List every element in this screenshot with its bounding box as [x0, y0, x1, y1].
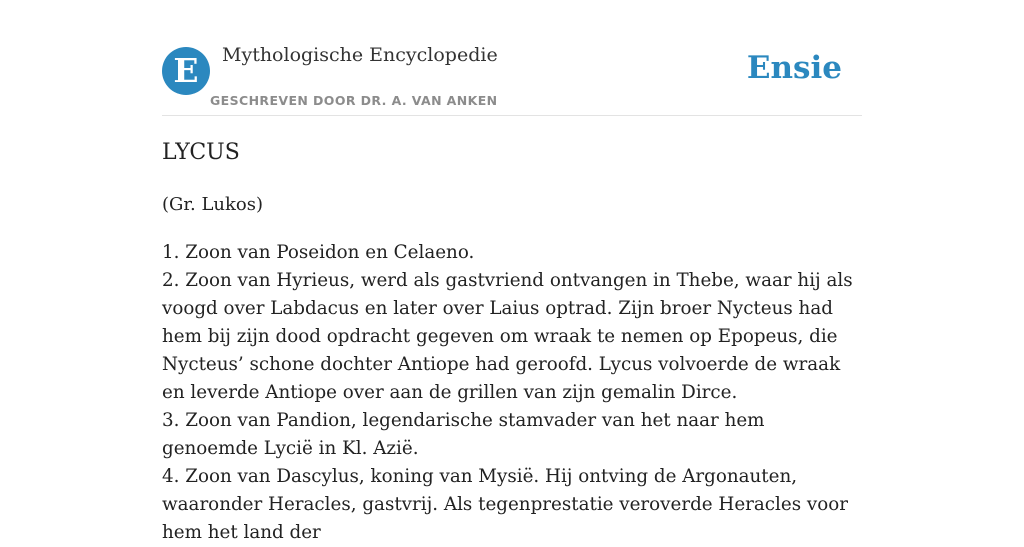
content-container: [162, 0, 862, 543]
ensie-brand-logo[interactable]: Ensie: [746, 50, 842, 86]
entry-paragraph: 4. Zoon van Dascylus, koning van Mysië. Hij ontving de Argonauten, waaronder Heracles, gastvrij. Als tegenprestatie veroverde Heracles voor hem het land der: [162, 466, 848, 543]
entry-body: [162, 239, 862, 547]
book-title-link[interactable]: Mythologische Encyclopedie: [222, 44, 498, 66]
encyclopedia-logo-icon[interactable]: E: [162, 47, 210, 95]
entry-subtitle: (Gr. Lukos): [162, 194, 264, 215]
entry-paragraph: 3. Zoon van Pandion, legendarische stamvader van het naar hem genoemde Lycië in Kl. Azië.: [162, 410, 765, 459]
entry-title: LYCUS: [162, 140, 240, 165]
page-header: [162, 0, 862, 116]
entry-paragraph: 2. Zoon van Hyrieus, werd als gastvriend ontvangen in Thebe, waar hij als voogd over Labdacus en later over Laius optrad. Zijn broer Nycteus had hem bij zijn dood opdracht gegeven om wraak te nemen op Epopeus, die Nycteus’ schone dochter Antiope had geroofd. Lycus volvoerde de wraak en leverde Antiope over aan de grillen van zijn gemalin Dirce.: [162, 270, 853, 403]
entry-paragraph: 1. Zoon van Poseidon en Celaeno.: [162, 242, 475, 263]
author-credit: GESCHREVEN DOOR DR. A. VAN ANKEN: [210, 93, 498, 108]
